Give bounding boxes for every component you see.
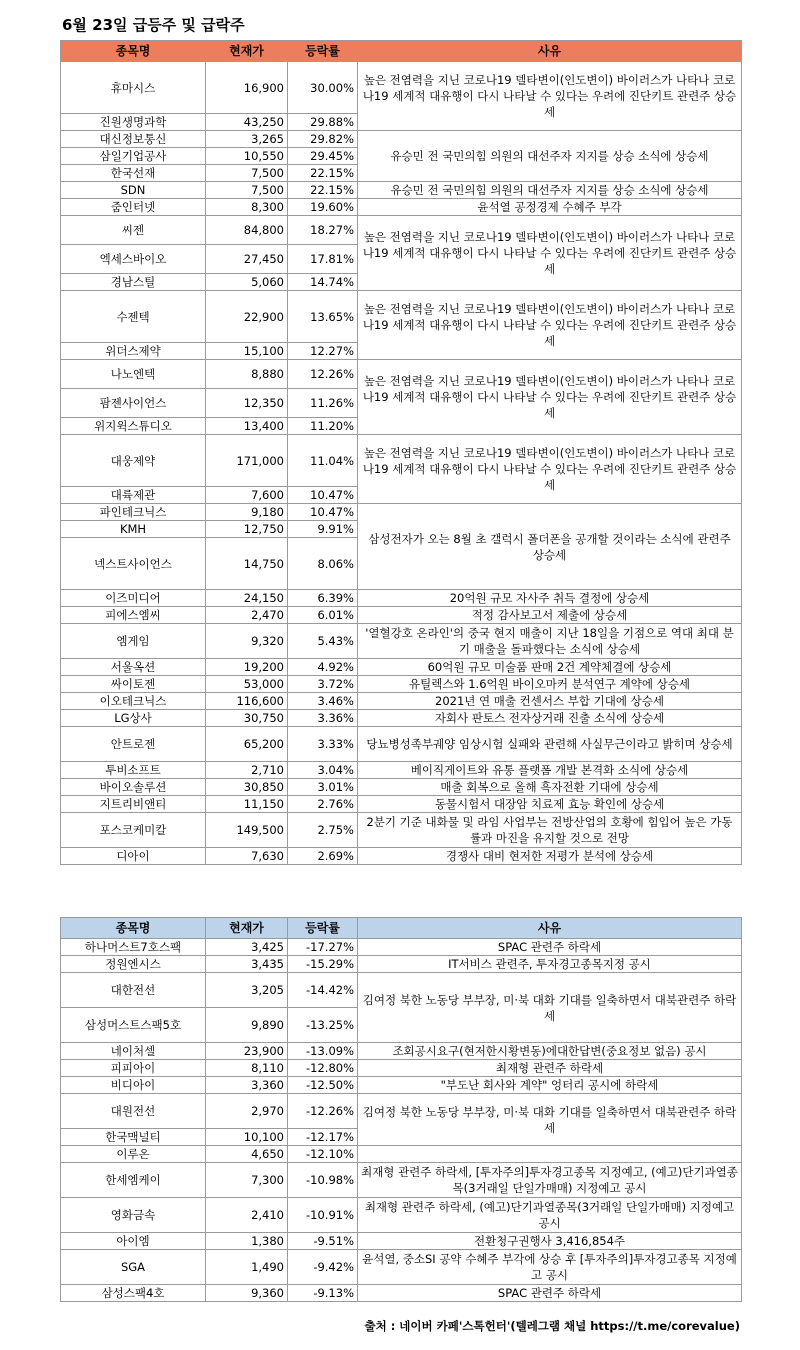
- header-name: 종목명: [61, 41, 206, 62]
- price-cell: 13,400: [206, 418, 288, 435]
- stock-name-cell: 피피아이: [61, 1060, 206, 1077]
- stock-name-cell: LG상사: [61, 710, 206, 727]
- change-rate-cell: 3.46%: [288, 693, 358, 710]
- reason-cell: 김여정 북한 노동당 부부장, 미·북 대화 기대를 일축하면서 대북관련주 하락세: [358, 1094, 742, 1146]
- table-row: [61, 848, 742, 865]
- reason-cell: 60억원 규모 미술품 판매 2건 계약체결에 상승세: [358, 659, 742, 676]
- change-rate-cell: -12.50%: [288, 1077, 358, 1094]
- change-rate-cell: 13.65%: [288, 291, 358, 343]
- change-rate-cell: 12.27%: [288, 343, 358, 360]
- price-cell: 8,300: [206, 199, 288, 216]
- losers-table: [60, 917, 742, 1302]
- reason-cell: 높은 전염력을 지닌 코로나19 델타변이(인도변이) 바이러스가 나타나 코로나19 세계적 대유행이 다시 나타날 수 있다는 우려에 진단키트 관련주 상승세: [358, 435, 742, 504]
- stock-name-cell: 한국선재: [61, 165, 206, 182]
- change-rate-cell: 11.04%: [288, 435, 358, 487]
- stock-name-cell: 삼성스팩4호: [61, 1285, 206, 1302]
- change-rate-cell: 3.04%: [288, 762, 358, 779]
- price-cell: 9,360: [206, 1285, 288, 1302]
- change-rate-cell: 10.47%: [288, 487, 358, 504]
- table-row: [61, 624, 742, 659]
- change-rate-cell: 11.20%: [288, 418, 358, 435]
- table-row: [61, 1250, 742, 1285]
- stock-name-cell: 한세엠케이: [61, 1163, 206, 1198]
- change-rate-cell: 30.00%: [288, 62, 358, 114]
- change-rate-cell: 18.27%: [288, 216, 358, 245]
- stock-name-cell: 한국맥널티: [61, 1129, 206, 1146]
- change-rate-cell: 3.01%: [288, 779, 358, 796]
- stock-name-cell: 투비소프트: [61, 762, 206, 779]
- price-cell: 15,100: [206, 343, 288, 360]
- reason-cell: 베이직게이트와 유통 플랫폼 개발 본격화 소식에 상승세: [358, 762, 742, 779]
- change-rate-cell: 6.39%: [288, 590, 358, 607]
- losers-header-row: [61, 918, 742, 939]
- reason-cell: 김여정 북한 노동당 부부장, 미·북 대화 기대를 일축하면서 대북관련주 하락세: [358, 973, 742, 1043]
- header-price: 현재가: [206, 41, 288, 62]
- reason-cell: 조회공시요구(현저한시황변동)에대한답변(중요정보 없음) 공시: [358, 1043, 742, 1060]
- price-cell: 1,380: [206, 1233, 288, 1250]
- reason-cell: 유승민 전 국민의힘 의원의 대선주자 지지를 상승 소식에 상승세: [358, 182, 742, 199]
- reason-cell: [358, 1146, 742, 1163]
- header-change: 등락률: [288, 918, 358, 939]
- change-rate-cell: -12.17%: [288, 1129, 358, 1146]
- reason-cell: 경쟁사 대비 현저한 저평가 분석에 상승세: [358, 848, 742, 865]
- price-cell: 7,600: [206, 487, 288, 504]
- stock-name-cell: 줌인터넷: [61, 199, 206, 216]
- price-cell: 2,970: [206, 1094, 288, 1129]
- price-cell: 5,060: [206, 274, 288, 291]
- stock-name-cell: 안트로젠: [61, 727, 206, 762]
- price-cell: 3,435: [206, 956, 288, 973]
- stock-name-cell: 위더스제약: [61, 343, 206, 360]
- reason-cell: 유틸렉스와 1.6억원 바이오마커 분석연구 계약에 상승세: [358, 676, 742, 693]
- table-row: [61, 1077, 742, 1094]
- table-row: [61, 216, 742, 245]
- price-cell: 12,350: [206, 389, 288, 418]
- stock-name-cell: 이즈미디어: [61, 590, 206, 607]
- price-cell: 10,100: [206, 1129, 288, 1146]
- table-row: [61, 360, 742, 389]
- price-cell: 116,600: [206, 693, 288, 710]
- table-row: [61, 659, 742, 676]
- price-cell: 30,750: [206, 710, 288, 727]
- change-rate-cell: 11.26%: [288, 389, 358, 418]
- reason-cell: 적정 감사보고서 제출에 상승세: [358, 607, 742, 624]
- stock-name-cell: 서울옥션: [61, 659, 206, 676]
- change-rate-cell: 22.15%: [288, 165, 358, 182]
- table-row: [61, 762, 742, 779]
- price-cell: 53,000: [206, 676, 288, 693]
- price-cell: 3,360: [206, 1077, 288, 1094]
- table-row: [61, 435, 742, 487]
- price-cell: 84,800: [206, 216, 288, 245]
- stock-name-cell: 아이엠: [61, 1233, 206, 1250]
- price-cell: 19,200: [206, 659, 288, 676]
- table-row: [61, 973, 742, 1008]
- gainers-header-row: [61, 41, 742, 62]
- source-note: 출처 : 네이버 카페'스톡헌터'(텔레그램 채널 https://t.me/corevalue): [364, 1319, 740, 1333]
- reason-cell: 높은 전염력을 지닌 코로나19 델타변이(인도변이) 바이러스가 나타나 코로나19 세계적 대유행이 다시 나타날 수 있다는 우려에 진단키트 관련주 상승세: [358, 62, 742, 131]
- stock-name-cell: 지트리비앤티: [61, 796, 206, 813]
- reason-cell: 최재형 관련주 하락세, (예고)단기과열종목(3거래일 단일가매매) 지정예고 공시: [358, 1198, 742, 1233]
- table-row: [61, 779, 742, 796]
- table-row: [61, 956, 742, 973]
- reason-cell: '열혈강호 온라인'의 중국 현지 매출이 지난 18일을 기점으로 역대 최대 분기 매출을 돌파했다는 소식에 상승세: [358, 624, 742, 659]
- header-price: 현재가: [206, 918, 288, 939]
- stock-name-cell: 넥스트사이언스: [61, 538, 206, 590]
- change-rate-cell: 14.74%: [288, 274, 358, 291]
- table-row: [61, 676, 742, 693]
- table-row: [61, 131, 742, 148]
- table-row: [61, 1163, 742, 1198]
- price-cell: 9,320: [206, 624, 288, 659]
- table-row: [61, 291, 742, 343]
- change-rate-cell: 2.75%: [288, 813, 358, 848]
- table-row: [61, 813, 742, 848]
- change-rate-cell: -12.26%: [288, 1094, 358, 1129]
- change-rate-cell: 3.72%: [288, 676, 358, 693]
- stock-name-cell: 수젠텍: [61, 291, 206, 343]
- table-row: [61, 1146, 742, 1163]
- change-rate-cell: -12.80%: [288, 1060, 358, 1077]
- stock-name-cell: 씨젠: [61, 216, 206, 245]
- reason-cell: 동물시험서 대장암 치료제 효능 확인에 상승세: [358, 796, 742, 813]
- stock-name-cell: 대륙제관: [61, 487, 206, 504]
- reason-cell: 최재형 관련주 하락세, [투자주의]투자경고종목 지정예고, (예고)단기과열종목(3거래일 단일가매매) 지정예고 공시: [358, 1163, 742, 1198]
- price-cell: 14,750: [206, 538, 288, 590]
- price-cell: 7,630: [206, 848, 288, 865]
- price-cell: 16,900: [206, 62, 288, 114]
- reason-cell: SPAC 관련주 하락세: [358, 939, 742, 956]
- stock-name-cell: 이오테크닉스: [61, 693, 206, 710]
- price-cell: 9,180: [206, 504, 288, 521]
- change-rate-cell: 5.43%: [288, 624, 358, 659]
- reason-cell: 삼성전자가 오는 8월 초 갤럭시 폴더폰을 공개할 것이라는 소식에 관련주 상승세: [358, 504, 742, 590]
- gainers-table: [60, 40, 742, 865]
- stock-name-cell: 싸이토젠: [61, 676, 206, 693]
- header-change: 등락률: [288, 41, 358, 62]
- table-row: [61, 693, 742, 710]
- change-rate-cell: 29.82%: [288, 131, 358, 148]
- stock-name-cell: 피에스엠씨: [61, 607, 206, 624]
- reason-cell: "부도난 회사와 계약" 엉터리 공시에 하락세: [358, 1077, 742, 1094]
- table-row: [61, 1198, 742, 1233]
- stock-name-cell: 팜젠사이언스: [61, 389, 206, 418]
- stock-name-cell: 삼성머스트스팩5호: [61, 1008, 206, 1043]
- stock-name-cell: 정원엔시스: [61, 956, 206, 973]
- change-rate-cell: 8.06%: [288, 538, 358, 590]
- change-rate-cell: -13.09%: [288, 1043, 358, 1060]
- table-row: [61, 1094, 742, 1129]
- price-cell: 7,300: [206, 1163, 288, 1198]
- change-rate-cell: 29.88%: [288, 114, 358, 131]
- stock-name-cell: 엑세스바이오: [61, 245, 206, 274]
- price-cell: 27,450: [206, 245, 288, 274]
- header-reason: 사유: [358, 41, 742, 62]
- table-row: [61, 1043, 742, 1060]
- change-rate-cell: -15.29%: [288, 956, 358, 973]
- price-cell: 30,850: [206, 779, 288, 796]
- change-rate-cell: -13.25%: [288, 1008, 358, 1043]
- price-cell: 9,890: [206, 1008, 288, 1043]
- reason-cell: 높은 전염력을 지닌 코로나19 델타변이(인도변이) 바이러스가 나타나 코로나19 세계적 대유행이 다시 나타날 수 있다는 우려에 진단키트 관련주 상승세: [358, 360, 742, 435]
- reason-cell: 매출 회복으로 올해 흑자전환 기대에 상승세: [358, 779, 742, 796]
- price-cell: 1,490: [206, 1250, 288, 1285]
- change-rate-cell: 12.26%: [288, 360, 358, 389]
- reason-cell: 20억원 규모 자사주 취득 결정에 상승세: [358, 590, 742, 607]
- reason-cell: 윤석열, 중소SI 공약 수혜주 부각에 상승 후 [투자주의]투자경고종목 지정예고 공시: [358, 1250, 742, 1285]
- stock-name-cell: 대웅제약: [61, 435, 206, 487]
- change-rate-cell: 19.60%: [288, 199, 358, 216]
- price-cell: 8,110: [206, 1060, 288, 1077]
- reason-cell: 자회사 판토스 전자상거래 진출 소식에 상승세: [358, 710, 742, 727]
- stock-name-cell: 바이오솔루션: [61, 779, 206, 796]
- table-row: [61, 796, 742, 813]
- price-cell: 23,900: [206, 1043, 288, 1060]
- stock-name-cell: SDN: [61, 182, 206, 199]
- reason-cell: 2021년 연 매출 컨센서스 부합 기대에 상승세: [358, 693, 742, 710]
- change-rate-cell: 9.91%: [288, 521, 358, 538]
- change-rate-cell: 2.76%: [288, 796, 358, 813]
- change-rate-cell: 22.15%: [288, 182, 358, 199]
- price-cell: 65,200: [206, 727, 288, 762]
- stock-name-cell: 진원생명과학: [61, 114, 206, 131]
- change-rate-cell: 10.47%: [288, 504, 358, 521]
- table-row: [61, 1233, 742, 1250]
- table-row: [61, 607, 742, 624]
- change-rate-cell: -17.27%: [288, 939, 358, 956]
- price-cell: 7,500: [206, 165, 288, 182]
- price-cell: 4,650: [206, 1146, 288, 1163]
- price-cell: 11,150: [206, 796, 288, 813]
- stock-name-cell: 대한전선: [61, 973, 206, 1008]
- header-name: 종목명: [61, 918, 206, 939]
- change-rate-cell: -12.10%: [288, 1146, 358, 1163]
- reason-cell: IT서비스 관련주, 투자경고종목지정 공시: [358, 956, 742, 973]
- price-cell: 149,500: [206, 813, 288, 848]
- change-rate-cell: 4.92%: [288, 659, 358, 676]
- reason-cell: 당뇨병성족부궤양 임상시험 실패와 관련해 사실무근이라고 밝히며 상승세: [358, 727, 742, 762]
- stock-name-cell: 비디아이: [61, 1077, 206, 1094]
- stock-name-cell: 디아이: [61, 848, 206, 865]
- reason-cell: 높은 전염력을 지닌 코로나19 델타변이(인도변이) 바이러스가 나타나 코로나19 세계적 대유행이 다시 나타날 수 있다는 우려에 진단키트 관련주 상승세: [358, 216, 742, 291]
- price-cell: 3,425: [206, 939, 288, 956]
- stock-name-cell: SGA: [61, 1250, 206, 1285]
- price-cell: 3,205: [206, 973, 288, 1008]
- stock-name-cell: 경남스틸: [61, 274, 206, 291]
- header-reason: 사유: [358, 918, 742, 939]
- stock-name-cell: 포스코케미칼: [61, 813, 206, 848]
- table-row: [61, 939, 742, 956]
- change-rate-cell: -9.51%: [288, 1233, 358, 1250]
- table-row: [61, 62, 742, 114]
- stock-name-cell: 영화금속: [61, 1198, 206, 1233]
- change-rate-cell: 2.69%: [288, 848, 358, 865]
- change-rate-cell: 3.36%: [288, 710, 358, 727]
- stock-name-cell: 이루온: [61, 1146, 206, 1163]
- table-row: [61, 1285, 742, 1302]
- stock-name-cell: 삼일기업공사: [61, 148, 206, 165]
- stock-name-cell: 엠게임: [61, 624, 206, 659]
- stock-name-cell: 하나머스트7호스팩: [61, 939, 206, 956]
- change-rate-cell: -9.13%: [288, 1285, 358, 1302]
- reason-cell: 최재형 관련주 하락세: [358, 1060, 742, 1077]
- reason-cell: SPAC 관련주 하락세: [358, 1285, 742, 1302]
- price-cell: 171,000: [206, 435, 288, 487]
- stock-name-cell: KMH: [61, 521, 206, 538]
- price-cell: 3,265: [206, 131, 288, 148]
- table-row: [61, 199, 742, 216]
- table-row: [61, 710, 742, 727]
- reason-cell: 윤석열 공정경제 수혜주 부각: [358, 199, 742, 216]
- stock-name-cell: 대원전선: [61, 1094, 206, 1129]
- page-title: 6월 23일 급등주 및 급락주: [62, 16, 245, 34]
- reason-cell: 유승민 전 국민의힘 의원의 대선주자 지지를 상승 소식에 상승세: [358, 131, 742, 182]
- stock-name-cell: 대신정보통신: [61, 131, 206, 148]
- price-cell: 8,880: [206, 360, 288, 389]
- change-rate-cell: 29.45%: [288, 148, 358, 165]
- table-row: [61, 727, 742, 762]
- change-rate-cell: 6.01%: [288, 607, 358, 624]
- change-rate-cell: -9.42%: [288, 1250, 358, 1285]
- price-cell: 7,500: [206, 182, 288, 199]
- change-rate-cell: 3.33%: [288, 727, 358, 762]
- change-rate-cell: -10.91%: [288, 1198, 358, 1233]
- price-cell: 24,150: [206, 590, 288, 607]
- price-cell: 10,550: [206, 148, 288, 165]
- reason-cell: 2분기 기준 내화물 및 라임 사업부는 전방산업의 호황에 힘입어 높은 가동률과 마진을 유지할 것으로 전망: [358, 813, 742, 848]
- price-cell: 22,900: [206, 291, 288, 343]
- change-rate-cell: -10.98%: [288, 1163, 358, 1198]
- reason-cell: 전환청구권행사 3,416,854주: [358, 1233, 742, 1250]
- table-row: [61, 1060, 742, 1077]
- price-cell: 2,710: [206, 762, 288, 779]
- price-cell: 43,250: [206, 114, 288, 131]
- stock-name-cell: 위지윅스튜디오: [61, 418, 206, 435]
- stock-name-cell: 휴마시스: [61, 62, 206, 114]
- reason-cell: 높은 전염력을 지닌 코로나19 델타변이(인도변이) 바이러스가 나타나 코로나19 세계적 대유행이 다시 나타날 수 있다는 우려에 진단키트 관련주 상승세: [358, 291, 742, 360]
- table-row: [61, 590, 742, 607]
- table-row: [61, 182, 742, 199]
- stock-name-cell: 파인테크닉스: [61, 504, 206, 521]
- change-rate-cell: -14.42%: [288, 973, 358, 1008]
- change-rate-cell: 17.81%: [288, 245, 358, 274]
- stock-name-cell: 네이처셀: [61, 1043, 206, 1060]
- table-row: [61, 504, 742, 521]
- stock-name-cell: 나노엔텍: [61, 360, 206, 389]
- price-cell: 2,410: [206, 1198, 288, 1233]
- price-cell: 12,750: [206, 521, 288, 538]
- price-cell: 2,470: [206, 607, 288, 624]
